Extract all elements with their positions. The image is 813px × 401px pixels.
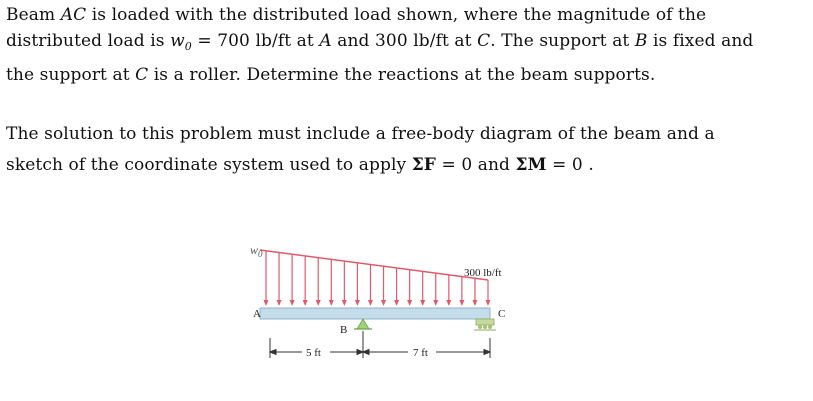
load-arrow-head — [264, 300, 269, 306]
sum-forces: ΣF — [411, 155, 436, 175]
label-c: C — [498, 308, 506, 320]
w0-symbol: w — [170, 31, 185, 51]
text: . The support at — [490, 31, 635, 51]
load-arrow-head — [368, 300, 373, 306]
load-arrow-head — [316, 300, 321, 306]
load-envelope — [260, 250, 488, 280]
load-arrow-head — [407, 300, 412, 306]
point-b-ref: B — [634, 31, 648, 51]
point-a-ref: A — [319, 31, 332, 51]
beam-name: AC — [60, 5, 87, 25]
load-arrow-head — [290, 300, 295, 306]
instructions-line-1: The solution to this problem must include a free-body diagram of the beam and a — [6, 124, 715, 144]
problem-line-2 — [6, 28, 753, 56]
load-arrow-head — [303, 300, 308, 306]
text: and 300 lb/ft at — [331, 31, 478, 51]
load-arrow-head — [433, 300, 438, 306]
support-c — [474, 319, 496, 330]
text: sketch of the coordinate system used to apply — [6, 155, 412, 175]
text: = 0 and — [435, 155, 516, 175]
load-arrow-head — [459, 300, 464, 306]
label-w0: $w_0$ — [250, 243, 263, 259]
text: Beam — [6, 5, 61, 25]
load-arrow-head — [486, 300, 491, 306]
instructions-line-2 — [6, 152, 594, 178]
support-b — [354, 319, 372, 329]
w0-subscript: 0 — [184, 40, 192, 53]
problem-line-3 — [6, 62, 655, 88]
load-arrow-head — [394, 300, 399, 306]
load-arrow-head — [355, 300, 360, 306]
text: = 0 . — [546, 155, 594, 175]
text: is a roller. Determine the reactions at the beam supports. — [148, 65, 656, 85]
dimension-lines — [270, 331, 490, 358]
distributed-load-arrows — [264, 251, 491, 306]
text: is loaded with the distributed load shown, where the magnitude of the — [86, 5, 707, 25]
beam-figure — [236, 228, 536, 368]
dim-5ft: 5 ft — [306, 347, 321, 359]
problem-line-1 — [6, 2, 706, 28]
load-arrow-head — [420, 300, 425, 306]
label-a: A — [253, 308, 261, 320]
load-arrow-head — [472, 300, 477, 306]
label-b: B — [340, 324, 348, 336]
load-arrow-head — [381, 300, 386, 306]
label-300: 300 lb/ft — [464, 267, 502, 279]
text: = 700 lb/ft at — [191, 31, 320, 51]
point-c-ref: C — [477, 31, 491, 51]
text: is fixed and — [647, 31, 754, 51]
load-arrow-head — [342, 300, 347, 306]
point-c-ref: C — [135, 65, 149, 85]
load-arrow-head — [446, 300, 451, 306]
text: the support at — [6, 65, 136, 85]
text: distributed load is — [6, 31, 171, 51]
dim-7ft: 7 ft — [413, 347, 428, 359]
load-arrow-head — [329, 300, 334, 306]
beam — [260, 308, 490, 319]
load-arrow-head — [277, 300, 282, 306]
sum-moments: ΣM — [515, 155, 547, 175]
